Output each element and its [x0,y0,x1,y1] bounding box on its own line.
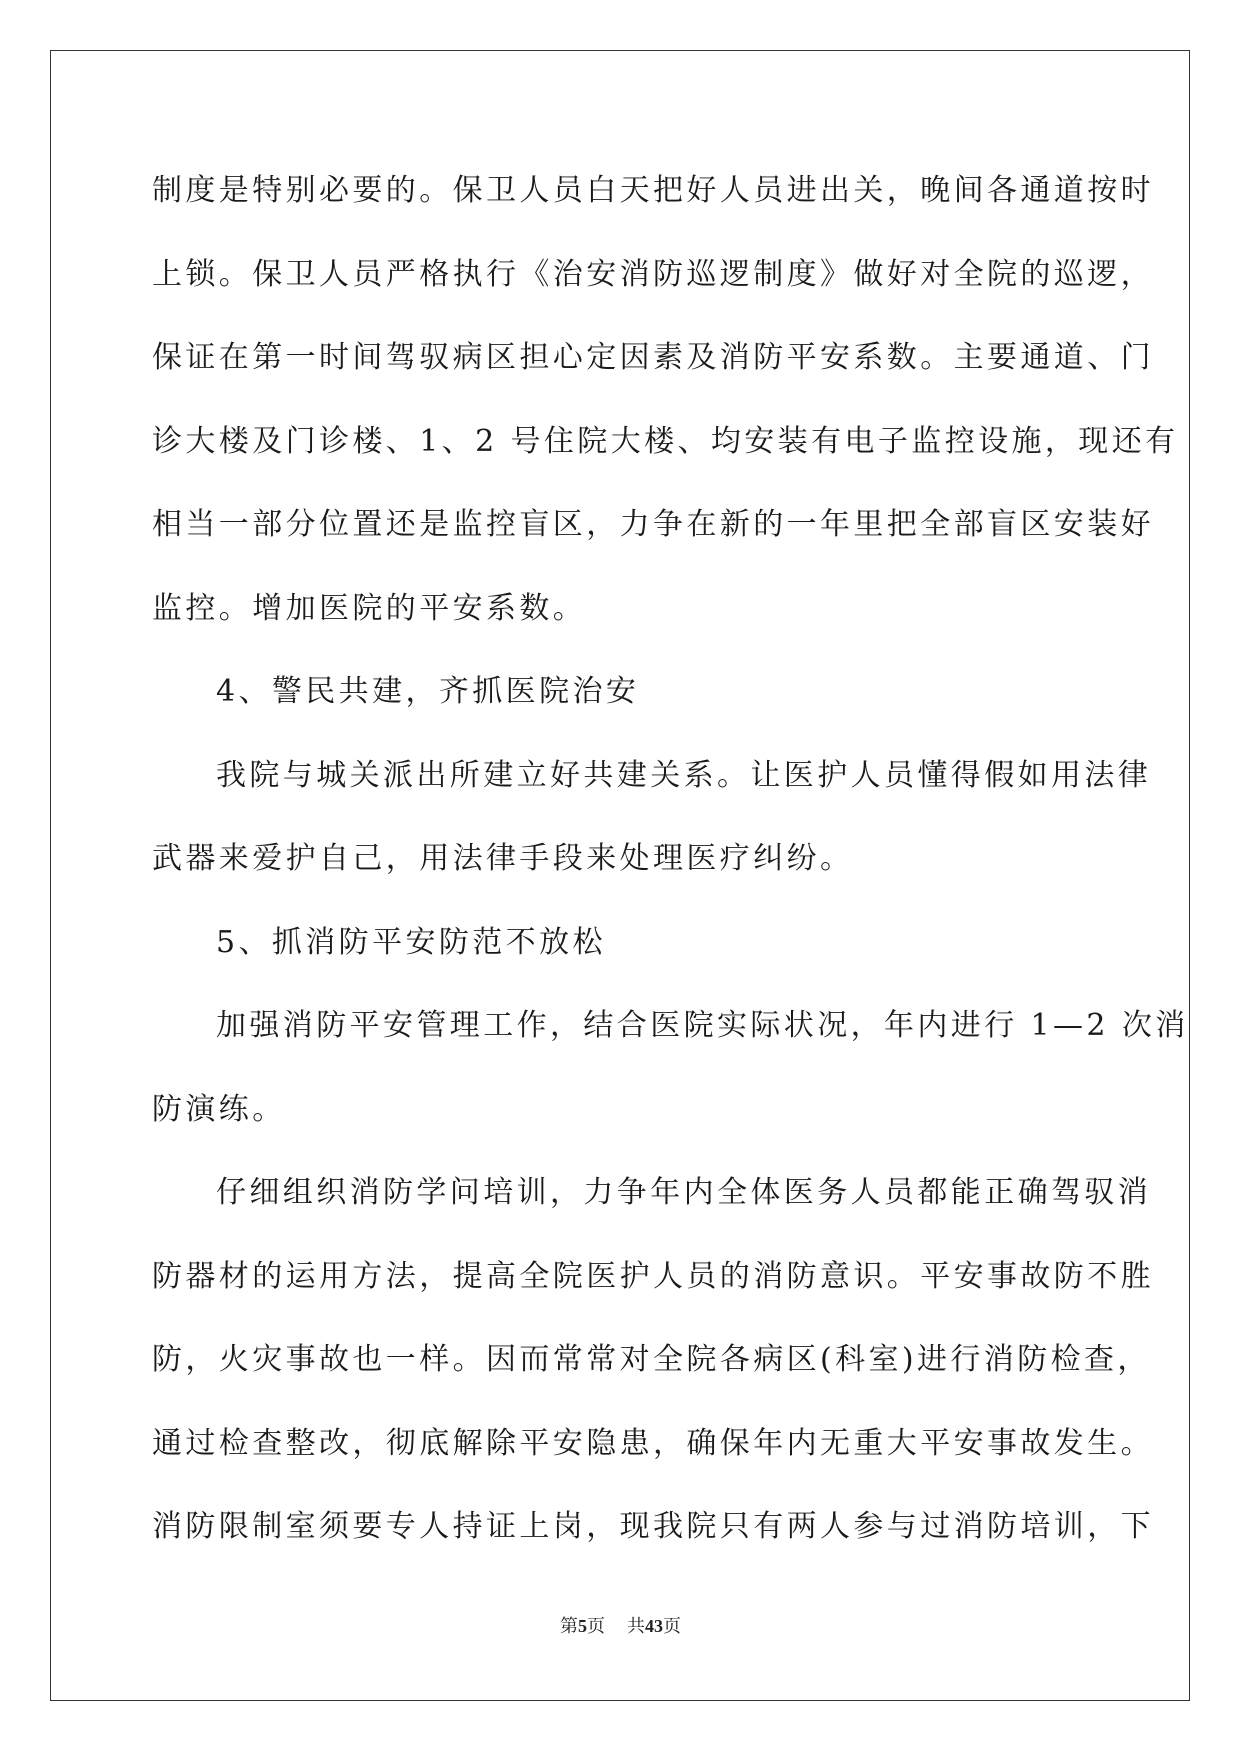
page-footer [0,1612,1241,1638]
section-heading: 5、抓消防平安防范不放松 [216,924,606,960]
text-line: 保证在第一时间驾驭病区担心定因素及消防平安系数。主要通道、门 [152,340,1154,375]
text-line: 防，火灾事故也一样。因而常常对全院各病区(科室)进行消防检查， [152,1342,1151,1377]
text-line: 消防限制室须要专人持证上岗，现我院只有两人参与过消防培训，下 [152,1509,1154,1544]
page-number: 5 [578,1616,587,1636]
text-line: 加强消防平安管理工作，结合医院实际状况，年内进行 1—2 次消 [216,1008,1189,1043]
document-body [152,162,1189,1582]
text-line: 上锁。保卫人员严格执行《治安消防巡逻制度》做好对全院的巡逻， [152,256,1154,292]
text-line: 我院与城关派出所建立好共建关系。让医护人员懂得假如用法律 [216,757,1152,793]
text-line: 武器来爱护自己，用法律手段来处理医疗纠纷。 [152,841,854,876]
total-pages: 43 [645,1616,663,1636]
text-line: 防演练。 [152,1091,286,1127]
text-line: 防器材的运用方法，提高全院医护人员的消防意识。平安事故防不胜 [152,1258,1154,1294]
page-suffix: 页 [587,1616,605,1636]
text-line: 制度是特别必要的。保卫人员白天把好人员进出关，晚间各通道按时 [152,173,1154,208]
page-prefix: 第 [560,1616,578,1636]
total-prefix: 共 [627,1616,645,1636]
text-line: 监控。增加医院的平安系数。 [152,590,587,626]
text-line: 通过检查整改，彻底解除平安隐患，确保年内无重大平安事故发生。 [152,1425,1154,1461]
text-line: 诊大楼及门诊楼、1、2 号住院大楼、均安装有电子监控设施，现还有 [152,423,1179,459]
text-line: 仔细组织消防学问培训，力争年内全体医务人员都能正确驾驭消 [216,1175,1152,1210]
section-heading: 4、警民共建，齐抓医院治安 [216,674,640,709]
total-suffix: 页 [663,1616,681,1636]
text-line: 相当一部分位置还是监控盲区，力争在新的一年里把全部盲区安装好 [152,507,1154,542]
